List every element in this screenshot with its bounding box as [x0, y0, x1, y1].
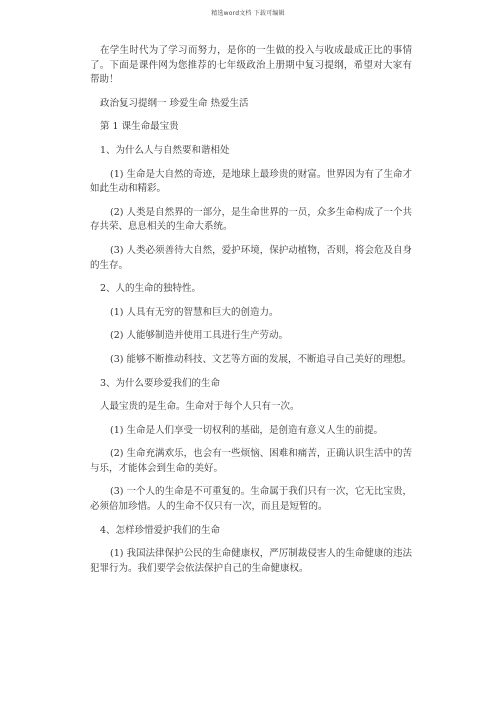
section-heading-3: 3、为什么要珍爱我们的生命	[100, 377, 221, 389]
section-heading-4: 4、怎样珍惜爱护我们的生命	[100, 524, 221, 536]
section-3-item-2: (2) 生命充满欢乐，也会有一些烦恼、困难和痛苦，正确认识生活中的苦与乐，才能体会到生命的美好。	[90, 448, 412, 474]
section-1-item-1: (1) 生命是大自然的奇迹，是地球上最珍贵的财富。世界因为有了生命才如此生动和精彩。	[90, 168, 412, 195]
section-heading-1: 1、为什么人与自然要和谐相处	[100, 144, 230, 156]
section-1-item-3: (3) 人类必须善待大自然，爱护环境，保护动植物，否则，将会危及自身的生存。	[90, 244, 412, 271]
section-4-item-1: (1) 我国法律保护公民的生命健康权，严厉制裁侵害人的生命健康的违法犯罪行为。我们要学会依法保护自己的生命健康权。	[90, 548, 412, 574]
section-3-item-1: (1) 生命是人们享受一切权利的基础，是创造有意义人生的前提。	[110, 424, 383, 436]
document-body	[90, 40, 412, 576]
section-heading-2: 2、人的生命的独特性。	[100, 283, 202, 295]
section-3-intro: 人最宝贵的是生命。生命对于每个人只有一次。	[100, 401, 300, 413]
intro-paragraph: 在学生时代为了学习而努力，是你的一生做的投入与收成最成正比的事情了。下面是课件网为您推荐的七年级政治上册期中复习提纲，希望对大家有帮助！	[90, 45, 412, 86]
lesson-title: 第 1 课生命最宝贵	[100, 121, 179, 133]
section-3-item-3: (3) 一个人的生命是不可重复的。生命属于我们只有一次，它无比宝贵，必须倍加珍惜。人的生命不仅只有一次，而且是短暂的。	[90, 486, 412, 513]
page-header: 精选word文档 下载可编辑	[211, 10, 285, 17]
outline-title: 政治复习提纲一 珍爱生命 热爱生活	[100, 97, 249, 109]
section-1-item-2: (2) 人类是自然界的一部分，是生命世界的一员，众多生命构成了一个共存共荣、息息相关的生命大系统。	[90, 206, 412, 233]
section-2-item-2: (2) 人能够制造并使用工具进行生产劳动。	[110, 330, 288, 342]
section-2-item-1: (1) 人具有无穷的智慧和巨大的创造力。	[110, 306, 279, 318]
section-2-item-3: (3) 能够不断推动科技、文艺等方面的发展，不断追寻自己美好的理想。	[110, 353, 412, 365]
